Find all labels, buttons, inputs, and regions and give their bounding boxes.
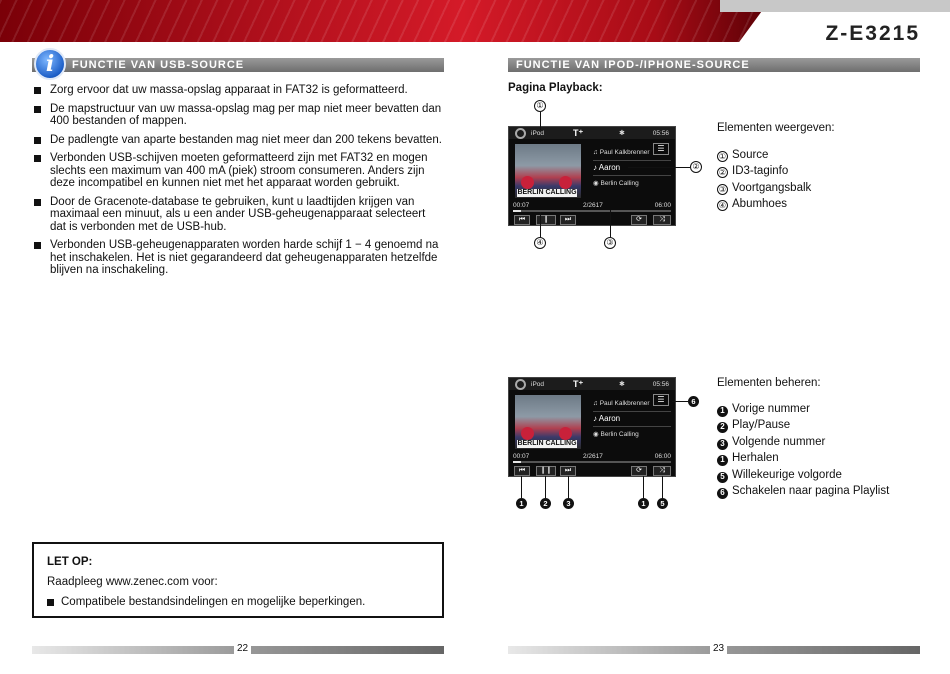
play-pause-button[interactable]: ❙❙ (536, 466, 556, 476)
callout-repeat: 1 (638, 498, 649, 509)
playback-subhead: Pagina Playback: (508, 82, 603, 94)
list-item: ③ Voortgangsbalk (718, 181, 812, 194)
playlist-icon: ☰ (653, 143, 669, 155)
leader-line (545, 476, 546, 498)
bullet-square-icon (34, 199, 41, 206)
shuffle-button[interactable]: ⤨ (653, 466, 671, 476)
list-item: 5 Willekeurige volgorde (717, 467, 889, 483)
antenna-icon: T⁺ (573, 128, 584, 138)
leader-line (643, 476, 644, 498)
usb-section-title: FUNCTIE VAN USB-SOURCE (32, 58, 444, 72)
clock: 05:56 (652, 381, 669, 388)
note-item: Compatibele bestandsindelingen en mogelijke beperkingen. (47, 596, 429, 608)
divider (593, 160, 671, 161)
usb-bullet-list (32, 84, 444, 283)
divider (593, 426, 671, 427)
art-shape (559, 176, 572, 189)
playback-screen-display (508, 126, 676, 226)
leader-line (540, 212, 541, 237)
album-art (515, 395, 581, 449)
bullet-square-icon (34, 137, 41, 144)
track-counter: 2/2617 (583, 453, 603, 460)
bluetooth-icon: ✱ (619, 381, 625, 388)
list-item: De padlengte van aparte bestanden mag niet meer dan 200 tekens bevatten. (32, 134, 444, 147)
artist-label: ♫ Paul Kalkbrenner (593, 400, 650, 407)
status-bar (509, 127, 675, 139)
track-counter: 2/2617 (583, 202, 603, 209)
list-item: 6 Schakelen naar pagina Playlist (717, 483, 889, 499)
list-item: ① Source (718, 149, 769, 161)
title-label: ♪ Aaron (593, 163, 621, 172)
source-label: iPod (531, 130, 545, 137)
leader-line (521, 476, 522, 498)
list-item: De mapstructuur van uw massa-opslag mag per map niet meer bevatten dan 400 bestanden of mappen. (32, 103, 444, 128)
album-art (515, 144, 581, 198)
display-elements-heading: Elementen weergeven: (717, 122, 835, 134)
note-box (32, 542, 444, 618)
list-item: 1 Herhalen (717, 450, 889, 466)
bullet-square-icon (34, 242, 41, 249)
bluetooth-icon: ✱ (619, 130, 625, 137)
next-track-button[interactable]: ⏭ (560, 466, 576, 476)
bullet-square-icon (34, 106, 41, 113)
list-item: Zorg ervoor dat uw massa-opslag apparaat in FAT32 is geformatteerd. (32, 84, 444, 97)
callout-2: ② (690, 161, 702, 173)
page-number-left: 22 (234, 643, 251, 654)
status-bar (509, 378, 675, 390)
callout-3: ③ (604, 237, 616, 249)
album-art-text: BERLIN CALLING (517, 440, 577, 447)
control-elements-list (717, 401, 889, 499)
list-item: 1 Vorige nummer (717, 401, 889, 417)
list-item: Verbonden USB-schijven moeten geformatteerd zijn met FAT32 en mogen slechts een maximum van 400 mA (piek) stroom consumeren. Anders zijn deze incompatibel en kunnen niet met het apparaat worden gebruikt. (32, 152, 444, 190)
source-logo-icon (515, 379, 526, 390)
progress-fill (513, 210, 521, 212)
divider (593, 175, 671, 176)
control-elements-heading: Elementen beheren: (717, 377, 821, 389)
title-label: ♪ Aaron (593, 414, 621, 423)
bullet-square-icon (34, 87, 41, 94)
elapsed-time: 00:07 (513, 453, 530, 460)
elapsed-time: 00:07 (513, 202, 530, 209)
clock: 05:56 (652, 130, 669, 137)
info-icon: i (34, 48, 66, 80)
header-banner-pattern (0, 0, 770, 42)
ipod-section-title: FUNCTIE VAN IPOD-/IPHONE-SOURCE (508, 58, 920, 72)
model-name: Z-E3215 (825, 22, 920, 45)
list-item: ② ID3-taginfo (718, 165, 789, 178)
progress-bar (513, 210, 671, 212)
playlist-button[interactable]: ☰ (653, 394, 669, 406)
leader-line (628, 167, 690, 168)
callout-4: ④ (534, 237, 546, 249)
prev-track-button[interactable]: ⏮ (514, 466, 530, 476)
display-elements-list (717, 147, 811, 213)
note-line: Raadpleeg www.zenec.com voor: (47, 576, 218, 588)
leader-line (540, 112, 541, 130)
album-art-text: BERLIN CALLING (517, 189, 577, 196)
leader-line (672, 401, 688, 402)
play-pause-icon: ❙ (536, 215, 556, 225)
callout-next: 3 (563, 498, 574, 509)
callout-prev: 1 (516, 498, 527, 509)
progress-fill (513, 461, 521, 463)
duration: 06:00 (654, 202, 671, 209)
prev-track-icon: ⏮ (514, 215, 530, 225)
shuffle-icon: ⤨ (653, 215, 671, 225)
list-item: Verbonden USB-geheugenapparaten worden harde schijf 1 − 4 genoemd na het inschakelen. Het is niet gegarandeerd dat geheugenapparaten hetzelfde blijven na inschakeling. (32, 239, 444, 277)
note-title: LET OP: (47, 556, 93, 568)
source-logo-icon (515, 128, 526, 139)
header-gray-strip (720, 0, 950, 12)
repeat-button[interactable]: ⟳ (631, 466, 647, 476)
art-shape (521, 427, 534, 440)
album-label: ◉ Berlin Calling (593, 431, 639, 438)
next-track-icon: ⏭ (560, 215, 576, 225)
leader-line (610, 210, 611, 237)
leader-line (568, 476, 569, 498)
callout-6: 6 (688, 396, 699, 407)
page-number-right: 23 (710, 643, 727, 654)
playback-screen-controls (508, 377, 676, 477)
divider (593, 411, 671, 412)
callout-1: ① (534, 100, 546, 112)
artist-label: ♫ Paul Kalkbrenner (593, 149, 650, 156)
repeat-icon: ⟳ (631, 215, 647, 225)
art-shape (521, 176, 534, 189)
callout-play: 2 (540, 498, 551, 509)
antenna-icon: T⁺ (573, 379, 584, 389)
duration: 06:00 (654, 453, 671, 460)
progress-bar[interactable] (513, 461, 671, 463)
bullet-square-icon (34, 155, 41, 162)
art-shape (559, 427, 572, 440)
list-item: 2 Play/Pause (717, 417, 889, 433)
list-item: 3 Volgende nummer (717, 434, 889, 450)
source-label: iPod (531, 381, 545, 388)
leader-line (662, 476, 663, 498)
callout-shuffle: 5 (657, 498, 668, 509)
list-item: ④ Abumhoes (718, 198, 787, 211)
list-item: Door de Gracenote-database te gebruiken, kunt u laadtijden krijgen van maximaal een minuut, als u een ander USB-geheugenapparaat selecteert dat is verbonden met de USB-hub. (32, 196, 444, 234)
bullet-square-icon (47, 599, 54, 606)
album-label: ◉ Berlin Calling (593, 180, 639, 187)
